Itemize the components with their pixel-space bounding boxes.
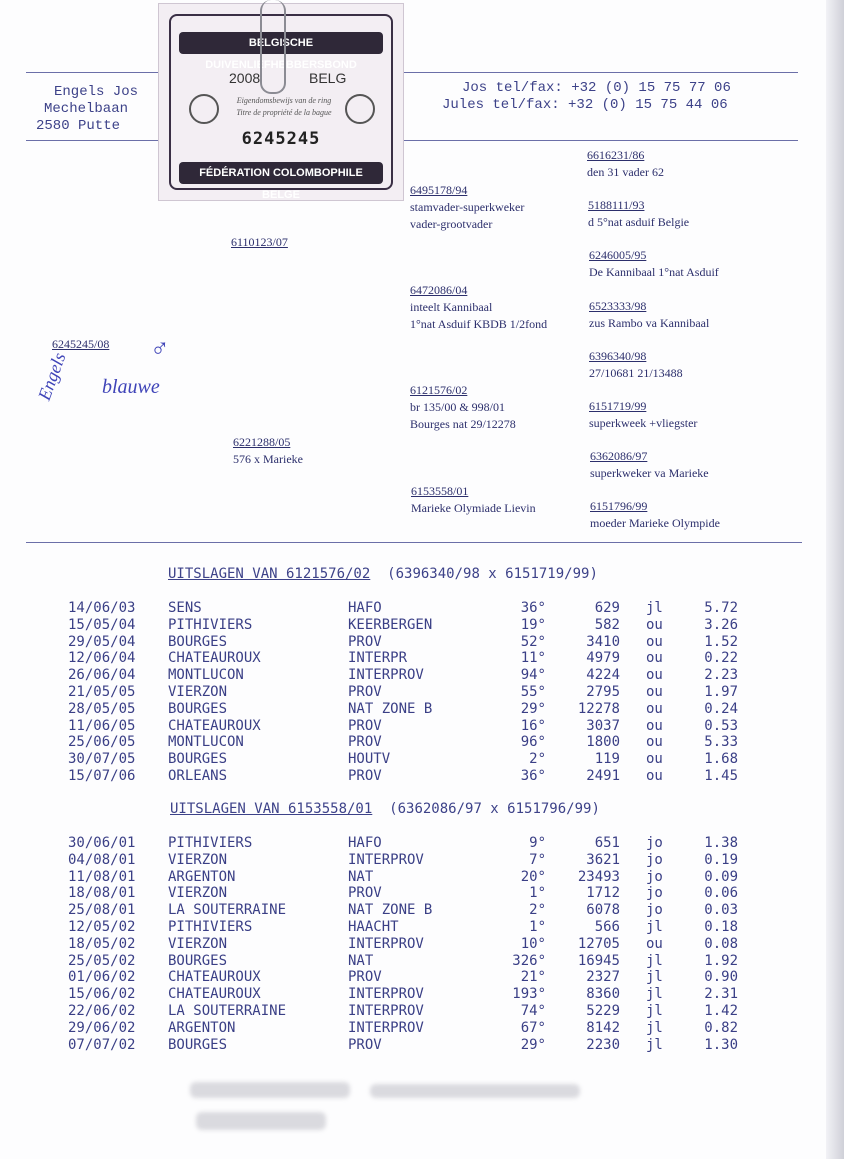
cell-count: 8360 bbox=[586, 986, 620, 1003]
cell-cat: INTERPROV bbox=[348, 986, 424, 1003]
phone-jos: Jos tel/fax: +32 (0) 15 75 77 06 bbox=[462, 80, 731, 96]
cell-date: 07/07/02 bbox=[68, 1036, 136, 1053]
cell-date: 11/06/05 bbox=[68, 717, 136, 734]
cell-count: 3410 bbox=[586, 633, 620, 650]
pedigree-ddd bbox=[590, 498, 720, 532]
dd-ring-id: 6153558/01 bbox=[411, 484, 469, 498]
cell-place: LA SOUTERRAINE bbox=[168, 902, 287, 919]
stamp-bottom-band: FÉDÉRATION COLOMBOPHILE BELGE bbox=[179, 162, 383, 184]
cell-place: CHATEAUROUX bbox=[168, 717, 261, 734]
cell-cat: HAACHT bbox=[348, 919, 399, 935]
cell-count: 6078 bbox=[586, 902, 620, 919]
sd-line2: 1°nat Asduif KBDB 1/2fond bbox=[410, 317, 548, 331]
owner-name: Engels Jos bbox=[54, 84, 139, 100]
cell-place: MONTLUCON bbox=[168, 734, 244, 751]
cell-place: ARGENTON bbox=[168, 1019, 236, 1036]
cell-age: jl bbox=[646, 986, 663, 1003]
table-row bbox=[0, 718, 844, 735]
pedigree-ss bbox=[410, 182, 524, 233]
table-row bbox=[0, 1020, 844, 1037]
cell-pct: 0.03 bbox=[704, 902, 738, 919]
cell-date: 12/06/04 bbox=[68, 650, 136, 667]
cell-age: jl bbox=[646, 600, 663, 616]
cell-place: PITHIVIERS bbox=[168, 616, 253, 633]
cell-age: ou bbox=[646, 768, 663, 784]
ssd-ring-id: 5188111/93 bbox=[588, 198, 645, 212]
cell-cat: PROV bbox=[348, 684, 382, 700]
cell-date: 26/06/04 bbox=[68, 667, 136, 684]
handwritten-signature: Engels bbox=[34, 349, 70, 403]
table-row bbox=[0, 986, 844, 1003]
table-row bbox=[0, 902, 844, 919]
cell-cat: INTERPROV bbox=[348, 1003, 424, 1019]
cell-age: jl bbox=[646, 919, 663, 935]
cell-pct: 5.33 bbox=[704, 734, 738, 751]
cell-age: ou bbox=[646, 684, 663, 700]
cell-pos: 2° bbox=[529, 902, 546, 919]
cell-pct: 2.31 bbox=[704, 986, 738, 1003]
cell-age: jl bbox=[646, 1036, 663, 1053]
results2-parents: (6362086/97 x 6151796/99) bbox=[389, 801, 600, 817]
results1-title: UITSLAGEN VAN 6121576/02 bbox=[168, 566, 371, 582]
cell-place: ARGENTON bbox=[168, 868, 236, 885]
cell-place: BOURGES bbox=[168, 633, 228, 650]
cell-count: 1712 bbox=[586, 885, 620, 902]
sss-line1: den 31 vader 62 bbox=[587, 165, 664, 179]
table-row bbox=[0, 953, 844, 970]
cell-age: jo bbox=[646, 885, 663, 902]
pedigree-dsd bbox=[589, 398, 697, 432]
cell-count: 16945 bbox=[577, 952, 620, 969]
table-row bbox=[0, 1003, 844, 1020]
dds-ring-id: 6362086/97 bbox=[590, 449, 648, 463]
ss-ring-id: 6495178/94 bbox=[410, 183, 468, 197]
dsd-ring-id: 6151719/99 bbox=[589, 399, 647, 413]
ssd-line1: d 5°nat asduif Belgie bbox=[588, 215, 690, 229]
cell-place: LA SOUTERRAINE bbox=[168, 1003, 287, 1019]
cell-place: VIERZON bbox=[168, 885, 228, 902]
table-row bbox=[0, 667, 844, 684]
cell-age: jl bbox=[646, 952, 663, 969]
pedigree-sd bbox=[410, 282, 547, 333]
cell-date: 30/06/01 bbox=[68, 835, 136, 851]
cell-count: 12705 bbox=[577, 935, 620, 952]
cell-pos: 2° bbox=[529, 751, 546, 768]
sds-ring-id: 6246005/95 bbox=[589, 248, 647, 262]
cell-place: CHATEAUROUX bbox=[168, 969, 261, 986]
stamp-country: BELG bbox=[309, 70, 347, 86]
sss-ring-id: 6616231/86 bbox=[587, 148, 645, 162]
table-row bbox=[0, 1037, 844, 1054]
pedigree-sire bbox=[231, 234, 288, 251]
cell-place: BOURGES bbox=[168, 1036, 228, 1053]
cell-date: 29/05/04 bbox=[68, 633, 136, 650]
cell-count: 2491 bbox=[586, 768, 620, 784]
results2-heading bbox=[170, 801, 600, 817]
cell-date: 18/05/02 bbox=[68, 935, 136, 952]
cell-cat: INTERPROV bbox=[348, 935, 424, 952]
cell-place: SENS bbox=[168, 600, 202, 616]
cell-pos: 16° bbox=[520, 717, 546, 734]
cell-age: jo bbox=[646, 868, 663, 885]
cell-count: 582 bbox=[594, 616, 620, 633]
cell-age: ou bbox=[646, 935, 663, 952]
cell-place: CHATEAUROUX bbox=[168, 986, 261, 1003]
dss-line1: 27/10681 21/13488 bbox=[589, 366, 683, 380]
cell-pct: 0.08 bbox=[704, 935, 738, 952]
table-row bbox=[0, 617, 844, 634]
cell-pos: 326° bbox=[512, 952, 546, 969]
cell-pos: 96° bbox=[520, 734, 546, 751]
cell-count: 12278 bbox=[577, 700, 620, 717]
cell-count: 3037 bbox=[586, 717, 620, 734]
cell-pos: 7° bbox=[529, 851, 546, 868]
table-row bbox=[0, 835, 844, 852]
cell-pos: 1° bbox=[529, 919, 546, 935]
cell-cat: PROV bbox=[348, 885, 382, 902]
cell-pos: 52° bbox=[520, 633, 546, 650]
cell-count: 119 bbox=[594, 751, 620, 768]
pedigree-sds bbox=[589, 247, 719, 281]
cell-count: 2795 bbox=[586, 684, 620, 700]
table-row bbox=[0, 701, 844, 718]
cell-date: 12/05/02 bbox=[68, 919, 136, 935]
cell-pct: 5.72 bbox=[704, 600, 738, 616]
cell-count: 2327 bbox=[586, 969, 620, 986]
cell-date: 15/07/06 bbox=[68, 768, 136, 784]
cell-date: 14/06/03 bbox=[68, 600, 136, 616]
cell-pos: 74° bbox=[520, 1003, 546, 1019]
cell-pct: 0.82 bbox=[704, 1019, 738, 1036]
pedigree-dss bbox=[589, 348, 683, 382]
cell-age: ou bbox=[646, 717, 663, 734]
cell-date: 29/06/02 bbox=[68, 1019, 136, 1036]
cell-cat: INTERPROV bbox=[348, 1019, 424, 1036]
header-rule-top bbox=[26, 72, 798, 73]
cell-cat: HAFO bbox=[348, 835, 382, 851]
sire-ring-id: 6110123/07 bbox=[231, 235, 288, 249]
stamp-line1: Eigendomsbewijs van de ring bbox=[236, 96, 332, 105]
owner-street: Mechelbaan bbox=[44, 101, 129, 117]
cell-pos: 19° bbox=[520, 616, 546, 633]
cell-age: jo bbox=[646, 851, 663, 868]
cell-age: ou bbox=[646, 650, 663, 667]
table-row bbox=[0, 751, 844, 768]
pedigree-subject bbox=[52, 336, 109, 353]
cell-cat: NAT bbox=[348, 868, 374, 885]
handwritten-color: blauwe bbox=[102, 376, 160, 398]
table-row bbox=[0, 650, 844, 667]
ink-smudge bbox=[196, 1112, 326, 1130]
sd-line1: inteelt Kannibaal bbox=[410, 300, 493, 314]
dss-ring-id: 6396340/98 bbox=[589, 349, 647, 363]
sds-line1: De Kannibaal 1°nat Asduif bbox=[589, 265, 719, 279]
cell-pct: 0.06 bbox=[704, 885, 738, 902]
cell-count: 8142 bbox=[586, 1019, 620, 1036]
cell-cat: NAT bbox=[348, 952, 374, 969]
cell-cat: NAT ZONE B bbox=[348, 700, 433, 717]
dsd-line1: superkweek +vliegster bbox=[589, 416, 698, 430]
pedigree-sss bbox=[587, 147, 664, 181]
cell-date: 01/06/02 bbox=[68, 969, 136, 986]
ddd-line1: moeder Marieke Olympide bbox=[590, 516, 720, 530]
cell-age: jl bbox=[646, 1019, 663, 1036]
dds-line1: superkweker va Marieke bbox=[590, 466, 709, 480]
cell-place: PITHIVIERS bbox=[168, 919, 253, 935]
table-row bbox=[0, 869, 844, 886]
ink-smudge bbox=[370, 1084, 580, 1098]
sd-ring-id: 6472086/04 bbox=[410, 283, 468, 297]
cell-cat: PROV bbox=[348, 717, 382, 734]
cell-pct: 1.92 bbox=[704, 952, 738, 969]
pedigree-dam bbox=[233, 434, 303, 468]
table-row bbox=[0, 936, 844, 953]
cell-date: 21/05/05 bbox=[68, 684, 136, 700]
cell-place: BOURGES bbox=[168, 952, 228, 969]
cell-cat: PROV bbox=[348, 1036, 382, 1053]
cell-place: PITHIVIERS bbox=[168, 835, 253, 851]
cell-pct: 1.42 bbox=[704, 1003, 738, 1019]
cell-date: 25/06/05 bbox=[68, 734, 136, 751]
cell-pct: 1.45 bbox=[704, 768, 738, 784]
cell-pct: 3.26 bbox=[704, 616, 738, 633]
table-row bbox=[0, 684, 844, 701]
cell-cat: PROV bbox=[348, 734, 382, 751]
table-row bbox=[0, 852, 844, 869]
cell-pos: 21° bbox=[520, 969, 546, 986]
male-symbol-icon: ♂ bbox=[150, 334, 170, 363]
table-row bbox=[0, 885, 844, 902]
cell-pct: 0.53 bbox=[704, 717, 738, 734]
cell-count: 2230 bbox=[586, 1036, 620, 1053]
results2-title: UITSLAGEN VAN 6153558/01 bbox=[170, 801, 373, 817]
stamp-line2: Titre de propriété de la bague bbox=[236, 108, 332, 117]
cell-cat: HOUTV bbox=[348, 751, 391, 768]
cell-cat: INTERPROV bbox=[348, 667, 424, 684]
cell-place: MONTLUCON bbox=[168, 667, 244, 684]
cell-pct: 0.90 bbox=[704, 969, 738, 986]
ds-line1: br 135/00 & 998/01 bbox=[410, 400, 505, 414]
cell-count: 1800 bbox=[586, 734, 620, 751]
cell-age: ou bbox=[646, 667, 663, 684]
pedigree-dds bbox=[590, 448, 709, 482]
cell-place: BOURGES bbox=[168, 751, 228, 768]
table-row bbox=[0, 600, 844, 617]
cell-age: jl bbox=[646, 969, 663, 986]
cell-age: jo bbox=[646, 902, 663, 919]
cell-pct: 0.24 bbox=[704, 700, 738, 717]
pedigree-dd bbox=[411, 483, 536, 517]
ink-smudge bbox=[190, 1082, 350, 1098]
cell-cat: INTERPR bbox=[348, 650, 408, 667]
pedigree-ds bbox=[410, 382, 516, 433]
cell-pct: 0.19 bbox=[704, 851, 738, 868]
cell-place: BOURGES bbox=[168, 700, 228, 717]
cell-cat: NAT ZONE B bbox=[348, 902, 433, 919]
cell-pos: 55° bbox=[520, 684, 546, 700]
cell-pct: 0.22 bbox=[704, 650, 738, 667]
cell-count: 651 bbox=[594, 835, 620, 851]
table-row bbox=[0, 734, 844, 751]
cell-age: jl bbox=[646, 1003, 663, 1019]
cell-place: VIERZON bbox=[168, 935, 228, 952]
cell-pos: 10° bbox=[520, 935, 546, 952]
cell-pct: 1.30 bbox=[704, 1036, 738, 1053]
sdd-line1: zus Rambo va Kannibaal bbox=[589, 316, 710, 330]
cell-pos: 94° bbox=[520, 667, 546, 684]
cell-age: ou bbox=[646, 734, 663, 751]
cell-pos: 1° bbox=[529, 885, 546, 902]
cell-place: VIERZON bbox=[168, 851, 228, 868]
cell-pos: 193° bbox=[512, 986, 546, 1003]
cell-cat: PROV bbox=[348, 768, 382, 784]
cell-cat: PROV bbox=[348, 969, 382, 986]
cell-place: VIERZON bbox=[168, 684, 228, 700]
cell-date: 25/05/02 bbox=[68, 952, 136, 969]
cell-pos: 29° bbox=[520, 700, 546, 717]
table-row bbox=[0, 919, 844, 936]
cell-date: 04/08/01 bbox=[68, 851, 136, 868]
cell-date: 11/08/01 bbox=[68, 868, 136, 885]
subject-ring-id: 6245245/08 bbox=[52, 337, 110, 351]
crest-left-icon bbox=[189, 94, 219, 124]
dam-note: 576 x Marieke bbox=[233, 452, 303, 466]
cell-count: 23493 bbox=[577, 868, 620, 885]
results1-parents: (6396340/98 x 6151719/99) bbox=[387, 566, 598, 582]
sdd-ring-id: 6523333/98 bbox=[589, 299, 647, 313]
cell-pct: 2.23 bbox=[704, 667, 738, 684]
cell-pos: 11° bbox=[520, 650, 546, 667]
ds-ring-id: 6121576/02 bbox=[410, 383, 468, 397]
cell-pos: 36° bbox=[520, 600, 546, 616]
pedigree-divider bbox=[26, 542, 802, 543]
cell-age: ou bbox=[646, 700, 663, 717]
cell-date: 22/06/02 bbox=[68, 1003, 136, 1019]
table-row bbox=[0, 634, 844, 651]
cell-age: ou bbox=[646, 751, 663, 768]
owner-city: 2580 Putte bbox=[36, 118, 121, 134]
cell-pos: 20° bbox=[520, 868, 546, 885]
ddd-ring-id: 6151796/99 bbox=[590, 499, 648, 513]
cell-pct: 0.09 bbox=[704, 868, 738, 885]
cell-place: ORLEANS bbox=[168, 768, 228, 784]
ss-line1: stamvader-superkweker bbox=[410, 200, 525, 214]
header-rule-bottom bbox=[26, 140, 798, 141]
cell-date: 15/06/02 bbox=[68, 986, 136, 1003]
cell-cat: PROV bbox=[348, 633, 382, 650]
cell-cat: INTERPROV bbox=[348, 851, 424, 868]
crest-right-icon bbox=[345, 94, 375, 124]
cell-pos: 36° bbox=[520, 768, 546, 784]
dd-line1: Marieke Olymiade Lievin bbox=[411, 501, 536, 515]
ss-line2: vader-grootvader bbox=[410, 217, 493, 231]
dam-ring-id: 6221288/05 bbox=[233, 435, 291, 449]
cell-date: 30/07/05 bbox=[68, 751, 136, 768]
pedigree-ssd bbox=[588, 197, 689, 231]
cell-count: 3621 bbox=[586, 851, 620, 868]
cell-pct: 1.38 bbox=[704, 835, 738, 851]
cell-date: 18/08/01 bbox=[68, 885, 136, 902]
cell-pos: 9° bbox=[529, 835, 546, 851]
stamp-ring-number: 6245245 bbox=[241, 129, 321, 149]
paperclip-icon bbox=[260, 0, 286, 94]
cell-pos: 29° bbox=[520, 1036, 546, 1053]
cell-cat: KEERBERGEN bbox=[348, 616, 433, 633]
cell-pct: 1.52 bbox=[704, 633, 738, 650]
cell-count: 566 bbox=[594, 919, 620, 935]
cell-count: 4979 bbox=[586, 650, 620, 667]
cell-date: 25/08/01 bbox=[68, 902, 136, 919]
results1-heading bbox=[168, 566, 598, 582]
cell-count: 5229 bbox=[586, 1003, 620, 1019]
cell-pct: 0.18 bbox=[704, 919, 738, 935]
ds-line2: Bourges nat 29/12278 bbox=[410, 417, 516, 431]
stamp-top-band: BELGISCHE DUIVENLIEFHEBBERSBOND bbox=[179, 32, 383, 54]
cell-pct: 1.68 bbox=[704, 751, 738, 768]
cell-age: ou bbox=[646, 633, 663, 650]
stamp-year: 2008 bbox=[229, 70, 261, 86]
phone-jules: Jules tel/fax: +32 (0) 15 75 44 06 bbox=[442, 97, 728, 113]
cell-date: 28/05/05 bbox=[68, 700, 136, 717]
cell-count: 629 bbox=[594, 600, 620, 616]
cell-pct: 1.97 bbox=[704, 684, 738, 700]
cell-age: ou bbox=[646, 616, 663, 633]
cell-pos: 67° bbox=[520, 1019, 546, 1036]
cell-place: CHATEAUROUX bbox=[168, 650, 261, 667]
pedigree-sdd bbox=[589, 298, 709, 332]
table-row bbox=[0, 768, 844, 785]
cell-date: 15/05/04 bbox=[68, 616, 136, 633]
cell-cat: HAFO bbox=[348, 600, 382, 616]
cell-age: jo bbox=[646, 835, 663, 851]
table-row bbox=[0, 969, 844, 986]
cell-count: 4224 bbox=[586, 667, 620, 684]
